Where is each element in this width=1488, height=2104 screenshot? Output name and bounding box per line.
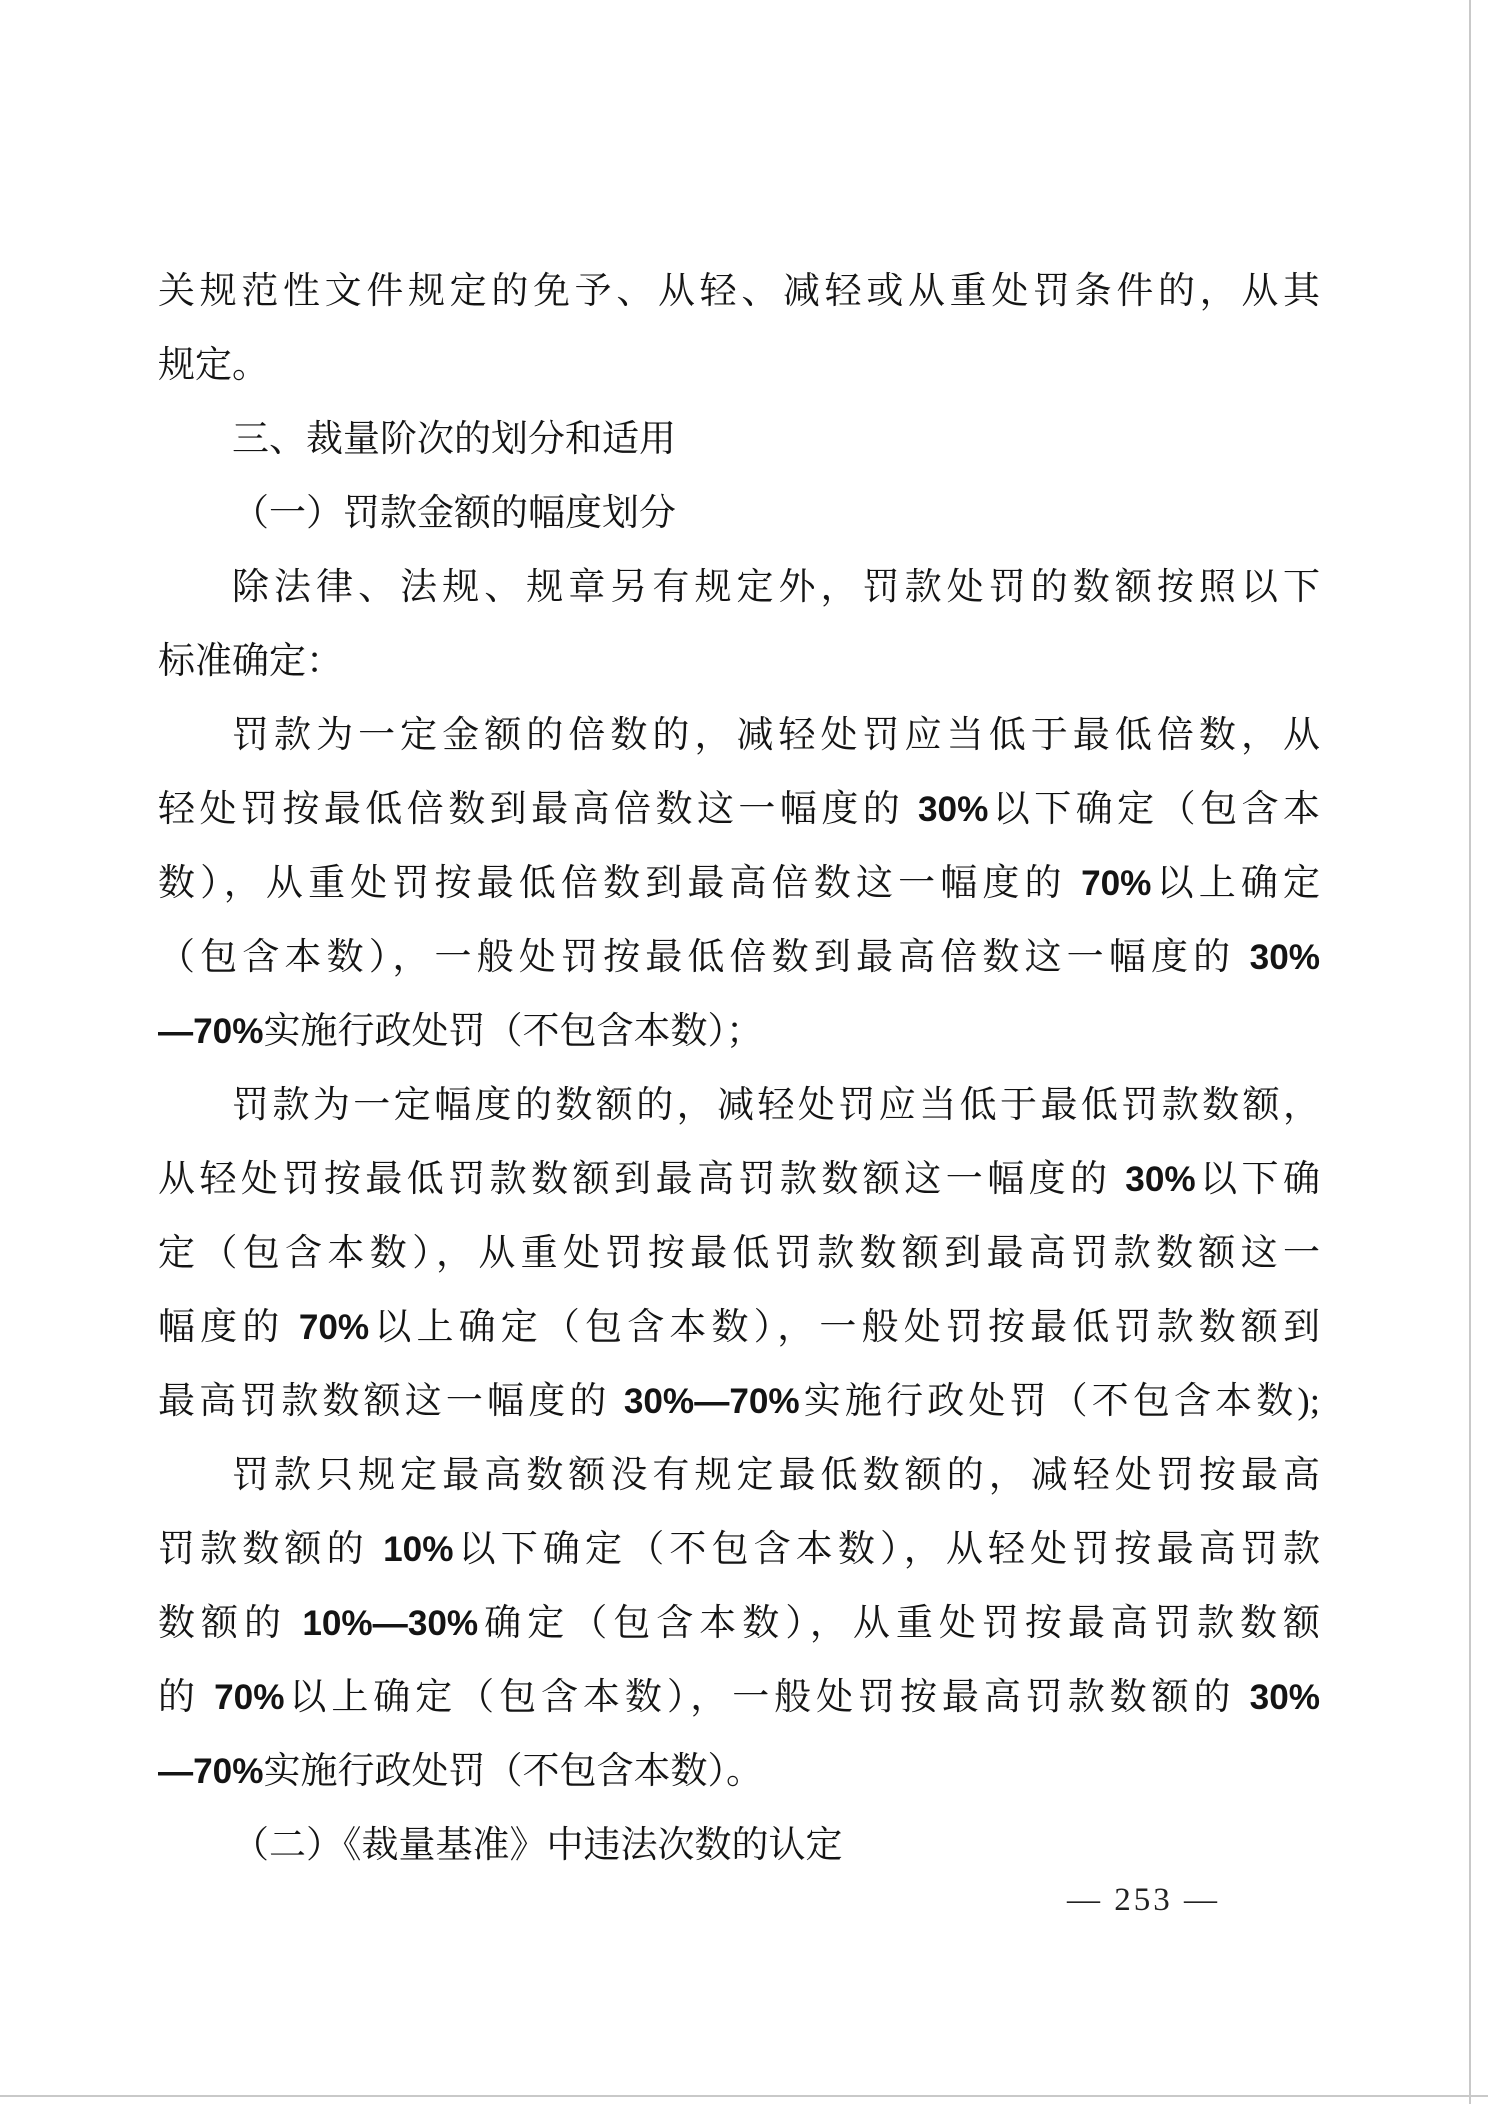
text-line: 三、裁量阶次的划分和适用 xyxy=(232,419,676,460)
text-line: 幅度的 70%以上确定（包含本数），一般处罚按最低罚款数额到 xyxy=(158,1307,1320,1348)
text-line: 最高罚款数额这一幅度的 30%—70%实施行政处罚（不包含本数); xyxy=(158,1381,1320,1422)
text-line: 关规范性文件规定的免予、从轻、减轻或从重处罚条件的，从其 xyxy=(158,271,1320,312)
percent-figure: 70% xyxy=(1081,864,1152,903)
text-line: 罚款为一定金额的倍数的，减轻处罚应当低于最低倍数，从 xyxy=(232,715,1320,756)
text-line: 定（包含本数），从重处罚按最低罚款数额到最高罚款数额这一 xyxy=(158,1233,1320,1274)
text-line: 的 70%以上确定（包含本数），一般处罚按最高罚款数额的 30% xyxy=(158,1677,1320,1718)
text-line: 规定。 xyxy=(158,345,269,386)
text-line: 除法律、法规、规章另有规定外，罚款处罚的数额按照以下 xyxy=(232,567,1320,608)
text-line: 罚款为一定幅度的数额的，减轻处罚应当低于最低罚款数额， xyxy=(232,1085,1320,1126)
text-line: 数），从重处罚按最低倍数到最高倍数这一幅度的 70%以上确定 xyxy=(158,863,1320,904)
text-line: —70%实施行政处罚（不包含本数）。 xyxy=(158,1751,763,1792)
percent-figure: 30% xyxy=(1125,1160,1196,1199)
percent-figure: —70% xyxy=(158,1752,264,1791)
text-line: 轻处罚按最低倍数到最高倍数这一幅度的 30%以下确定（包含本 xyxy=(158,789,1320,830)
text-line: 从轻处罚按最低罚款数额到最高罚款数额这一幅度的 30%以下确 xyxy=(158,1159,1320,1200)
page-edge-right xyxy=(1469,0,1471,2104)
percent-figure: 70% xyxy=(298,1308,370,1347)
text-line: （包含本数），一般处罚按最低倍数到最高倍数这一幅度的 30% xyxy=(158,937,1320,978)
percent-figure: 30% xyxy=(1249,1678,1320,1717)
percent-figure: 70% xyxy=(214,1678,285,1717)
percent-figure: —30% xyxy=(372,1604,479,1643)
text-line: （一）罚款金额的幅度划分 xyxy=(232,493,676,534)
text-line: 罚款数额的 10%以下确定（不包含本数），从轻处罚按最高罚款 xyxy=(158,1529,1320,1570)
percent-figure: 30% xyxy=(917,790,989,829)
percent-figure: 10% xyxy=(383,1530,454,1569)
page-number: — 253 — xyxy=(1067,1882,1220,1918)
text-line: （二）《裁量基准》中违法次数的认定 xyxy=(232,1825,843,1866)
percent-figure: 30% xyxy=(623,1382,695,1421)
percent-figure: 10% xyxy=(302,1604,373,1643)
page-edge-bottom xyxy=(0,2095,1488,2097)
percent-figure: 30% xyxy=(1249,938,1320,977)
percent-figure: —70% xyxy=(694,1382,800,1421)
text-line: 罚款只规定最高数额没有规定最低数额的，减轻处罚按最高 xyxy=(232,1455,1320,1496)
text-line: —70%实施行政处罚（不包含本数）； xyxy=(158,1011,763,1052)
text-line: 标准确定： xyxy=(158,641,343,682)
text-line: 数额的 10%—30%确定（包含本数），从重处罚按最高罚款数额 xyxy=(158,1603,1320,1644)
percent-figure: —70% xyxy=(158,1012,264,1051)
